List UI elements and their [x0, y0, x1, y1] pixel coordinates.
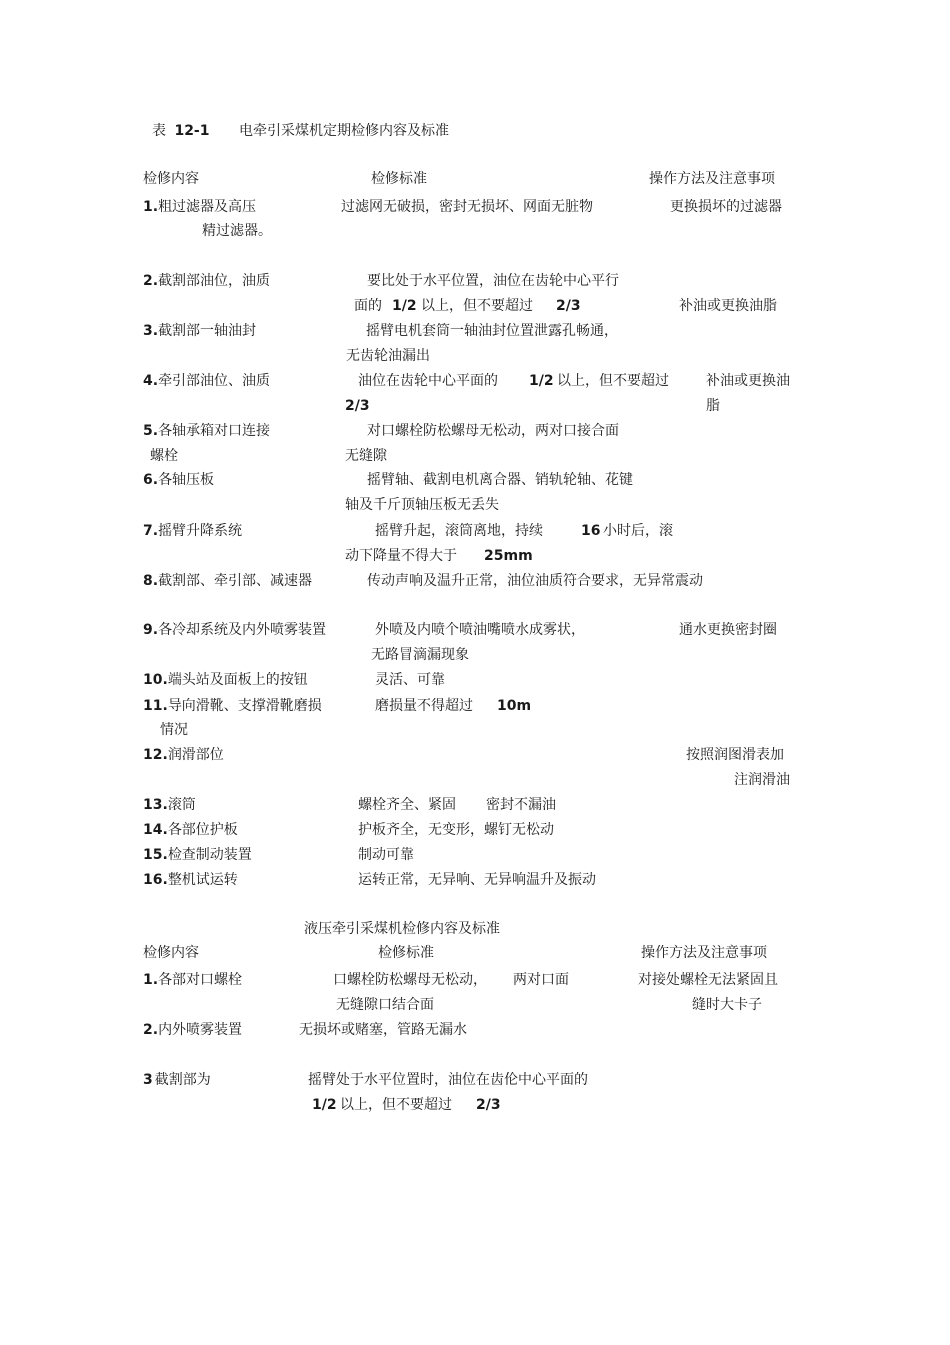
header-method: 操作方法及注意事项 [649, 171, 775, 187]
row-item [143, 621, 326, 639]
row-standard: 油位在齿轮中心平面的 [358, 373, 498, 389]
row-number: 1. [143, 199, 159, 215]
row-number: 4. [143, 373, 159, 389]
row-standard: 对口螺栓防松螺母无松动，两对口接合面 [367, 423, 619, 439]
row-item [143, 697, 322, 715]
row-number: 10. [143, 672, 168, 688]
row-standard: 口螺栓防松螺母无松动， [333, 972, 487, 988]
row-standard: 摇臂处于水平位置时，油位在齿伦中心平面的 [308, 1072, 588, 1088]
row-standard-cont: 面的 [354, 298, 382, 314]
row-standard: 无损坏或赌塞，管路无漏水 [299, 1022, 467, 1038]
row-content-cont: 情况 [160, 722, 188, 738]
row-content: 各部对口螺栓 [158, 972, 243, 988]
row-standard: 传动声响及温升正常，油位油质符合要求，无异常震动 [367, 573, 703, 589]
row-standard-cont: 动下降量不得大于 [345, 548, 457, 564]
row-item [143, 871, 238, 889]
row-content: 牵引部油位、油质 [158, 373, 271, 389]
row-standard: 灵活、可靠 [375, 672, 445, 688]
row-standard: 摇臂升起，滚筒离地，持续 [375, 523, 543, 539]
row-standard-value: 2/3 [556, 298, 581, 314]
row-content-cont: 螺栓 [150, 448, 178, 464]
row-content-cont: 精过滤器。 [202, 223, 272, 239]
row-number: 12. [143, 747, 168, 763]
row-item [143, 671, 308, 689]
row-content: 截割部、牵引部、减速器 [158, 573, 313, 589]
row-standard-cont: 无缝隙 [345, 448, 387, 464]
row-standard-value: 16 [581, 523, 601, 539]
table-title-2: 液压牵引采煤机检修内容及标准 [304, 921, 500, 937]
row-content: 润滑部位 [167, 747, 224, 763]
row-standard: 护板齐全，无变形，螺钉无松动 [358, 822, 554, 838]
row-content: 截割部为 [154, 1072, 211, 1088]
header-method: 操作方法及注意事项 [641, 945, 767, 961]
row-standard-cont: 无齿轮油漏出 [346, 348, 430, 364]
row-standard: 要比处于水平位置，油位在齿轮中心平行 [367, 273, 619, 289]
table-number: 12-1 [174, 123, 210, 139]
row-content: 截割部油位，油质 [158, 273, 271, 289]
row-method-cont: 缝时大卡子 [692, 997, 762, 1013]
row-number: 14. [143, 822, 168, 838]
row-content: 端头站及面板上的按钮 [167, 672, 308, 688]
row-standard-cont: 密封不漏油 [486, 797, 556, 813]
row-content: 粗过滤器及高压 [158, 199, 257, 215]
row-standard-cont: 以上，但不要超过 [340, 1097, 452, 1113]
row-method: 补油或更换油脂 [679, 298, 777, 314]
row-item [143, 372, 270, 390]
row-content: 各轴压板 [158, 472, 215, 488]
header-standard: 检修标准 [371, 171, 427, 187]
row-content: 整机试运转 [167, 872, 238, 888]
row-standard: 螺栓齐全、紧固 [358, 797, 456, 813]
row-content: 检查制动装置 [167, 847, 252, 863]
row-item [143, 846, 252, 864]
row-method: 对接处螺栓无法紧固且 [638, 972, 778, 988]
row-number: 7. [143, 523, 159, 539]
row-item [143, 1021, 242, 1039]
row-item [143, 272, 270, 290]
row-standard: 过滤网无破损，密封无损坏、网面无脏物 [341, 199, 593, 215]
row-number: 5. [143, 423, 159, 439]
row-item [143, 322, 256, 340]
row-standard-cont: 以上，但不要超过 [557, 373, 669, 389]
row-standard: 磨损量不得超过 [375, 698, 473, 714]
row-number: 11. [143, 698, 168, 714]
row-item [143, 422, 270, 440]
row-standard-cont: 无路冒滴漏现象 [371, 647, 469, 663]
row-method: 按照润图滑表加 [686, 747, 784, 763]
row-item [143, 971, 242, 989]
row-standard: 制动可靠 [358, 847, 414, 863]
row-standard: 外喷及内喷个喷油嘴喷水成雾状， [375, 622, 585, 638]
table-title [152, 122, 210, 140]
row-content: 各轴承箱对口连接 [158, 423, 271, 439]
row-method: 更换损坏的过滤器 [670, 199, 782, 215]
row-number: 15. [143, 847, 168, 863]
row-number: 16. [143, 872, 168, 888]
row-standard-cont: 无缝隙口结合面 [336, 997, 434, 1013]
row-method: 通水更换密封圈 [679, 622, 777, 638]
table-title-text: 电牵引采煤机定期检修内容及标准 [239, 123, 449, 139]
row-content: 各冷却系统及内外喷雾装置 [158, 622, 327, 638]
row-standard-value: 10m [497, 698, 532, 714]
row-item [143, 821, 238, 839]
row-standard: 运转正常，无异响、无异响温升及振动 [358, 872, 596, 888]
row-content: 导向滑靴、支撑滑靴磨损 [167, 698, 322, 714]
row-standard-value: 2/3 [476, 1097, 501, 1113]
header-standard: 检修标准 [378, 945, 434, 961]
row-method-cont: 注润滑油 [734, 772, 790, 788]
header-content: 检修内容 [143, 171, 199, 187]
row-number: 2. [143, 1022, 159, 1038]
row-standard: 摇臂电机套筒一轴油封位置泄露孔畅通， [366, 323, 618, 339]
row-standard-value: 1/2 [312, 1097, 337, 1113]
row-standard: 摇臂轴、截割电机离合器、销轨轮轴、花键 [367, 472, 633, 488]
row-standard-cont: 两对口面 [513, 972, 569, 988]
row-number: 2. [143, 273, 159, 289]
row-standard-value: 1/2 [529, 373, 554, 389]
row-standard-cont: 小时后，滚 [603, 523, 673, 539]
row-method-cont: 脂 [706, 398, 720, 414]
row-standard-cont: 以上，但不要超过 [421, 298, 533, 314]
row-item [143, 572, 312, 590]
row-item [143, 522, 242, 540]
row-item [143, 746, 224, 764]
row-standard-value: 1/2 [392, 298, 417, 314]
row-number: 6. [143, 472, 159, 488]
row-method: 补油或更换油 [706, 373, 790, 389]
row-item [143, 796, 196, 814]
row-standard-value: 25mm [484, 548, 533, 564]
row-number: 3 [143, 1072, 153, 1088]
row-number: 1. [143, 972, 159, 988]
row-standard-cont: 轴及千斤顶轴压板无丢失 [345, 497, 499, 513]
row-item [143, 198, 256, 216]
row-content: 滚筒 [167, 797, 196, 813]
row-number: 13. [143, 797, 168, 813]
row-content: 各部位护板 [167, 822, 238, 838]
row-content: 内外喷雾装置 [158, 1022, 243, 1038]
row-item [143, 471, 214, 489]
title-prefix: 表 [152, 123, 166, 139]
row-number: 9. [143, 622, 159, 638]
row-standard-value: 2/3 [345, 398, 370, 414]
row-item [143, 1071, 211, 1089]
row-number: 8. [143, 573, 159, 589]
row-content: 摇臂升降系统 [158, 523, 243, 539]
row-number: 3. [143, 323, 159, 339]
row-content: 截割部一轴油封 [158, 323, 257, 339]
header-content: 检修内容 [143, 945, 199, 961]
